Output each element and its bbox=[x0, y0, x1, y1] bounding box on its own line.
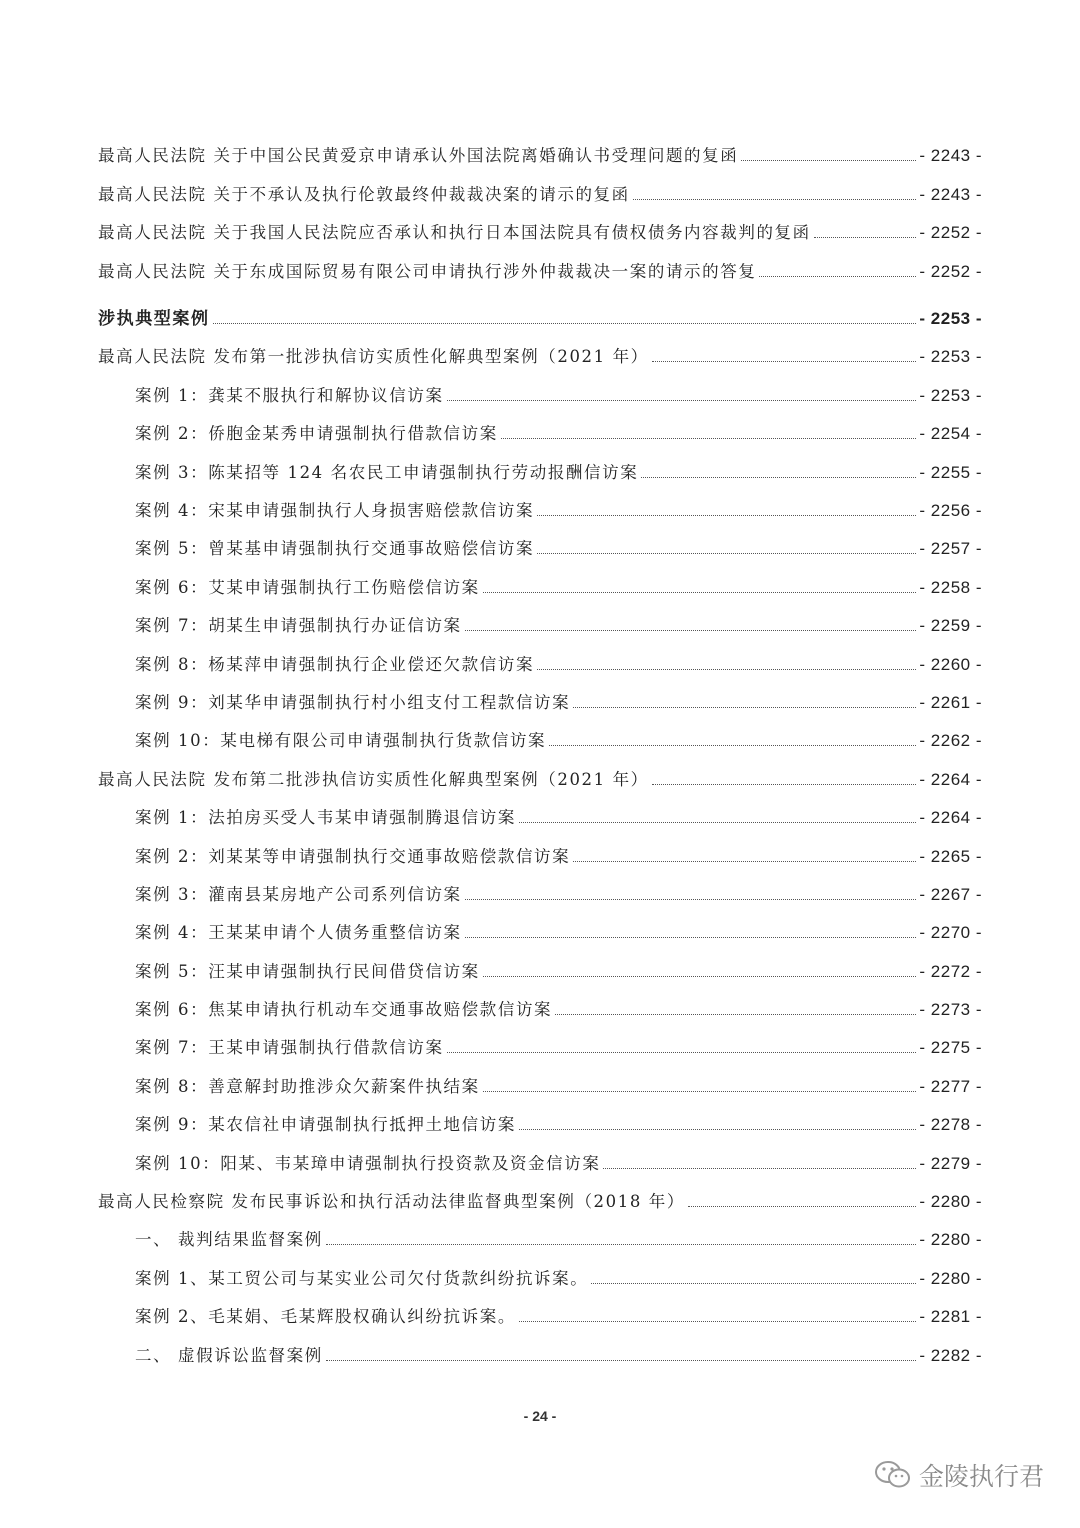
dot-leader bbox=[573, 707, 916, 708]
toc-entry[interactable] bbox=[98, 1291, 982, 1329]
dot-leader bbox=[555, 1014, 916, 1015]
toc-entry-page: - 2280 - bbox=[919, 1192, 982, 1212]
toc-entry-title: 案例 8：善意解封助推涉众欠薪案件执结案 bbox=[135, 1076, 480, 1096]
toc-entry[interactable] bbox=[98, 869, 982, 907]
dot-leader bbox=[633, 199, 917, 200]
toc-entry[interactable] bbox=[98, 830, 982, 868]
toc-entry-page: - 2277 - bbox=[919, 1076, 982, 1096]
toc-entry-page: - 2260 - bbox=[919, 654, 982, 674]
toc-entry-page: - 2262 - bbox=[919, 731, 982, 751]
toc-entry[interactable] bbox=[98, 1137, 982, 1175]
toc-entry[interactable] bbox=[98, 945, 982, 983]
dot-leader bbox=[465, 937, 917, 938]
toc-entry-page: - 2252 - bbox=[919, 261, 982, 281]
toc-entry-page: - 2243 - bbox=[919, 184, 982, 204]
dot-leader bbox=[537, 515, 916, 516]
toc-entry[interactable] bbox=[98, 1099, 982, 1137]
toc-entry-title: 案例 6：焦某申请执行机动车交通事故赔偿款信访案 bbox=[135, 1000, 553, 1020]
toc-entry-page: - 2253 - bbox=[919, 347, 982, 367]
toc-entry-title: 一、 裁判结果监督案例 bbox=[135, 1230, 323, 1250]
toc-entry-title: 案例 7：王某申请强制执行借款信访案 bbox=[135, 1038, 444, 1058]
dot-leader bbox=[759, 276, 916, 277]
toc-entry-title: 案例 3：灌南县某房地产公司系列信访案 bbox=[135, 884, 462, 904]
toc-entry-title: 最高人民法院 关于我国人民法院应否承认和执行日本国法院具有债权债务内容裁判的复函 bbox=[98, 223, 811, 243]
toc-entry[interactable] bbox=[98, 1176, 982, 1214]
toc-entry-title: 涉执典型案例 bbox=[98, 309, 210, 330]
toc-entry[interactable] bbox=[98, 561, 982, 599]
toc-entry-page: - 2272 - bbox=[919, 961, 982, 981]
toc-entry[interactable] bbox=[98, 207, 982, 245]
toc-entry[interactable] bbox=[98, 600, 982, 638]
toc-entry-page: - 2275 - bbox=[919, 1038, 982, 1058]
toc-entry[interactable] bbox=[98, 168, 982, 206]
toc-entry-title: 案例 3：陈某招等 124 名农民工申请强制执行劳动报酬信访案 bbox=[135, 462, 639, 482]
watermark bbox=[873, 1457, 1044, 1493]
toc-entry-title: 最高人民法院 发布第二批涉执信访实质性化解典型案例（2021 年） bbox=[98, 769, 649, 789]
wechat-icon bbox=[873, 1459, 913, 1491]
toc-entry-title: 案例 2：侨胞金某秀申请强制执行借款信访案 bbox=[135, 424, 498, 444]
toc-entry[interactable] bbox=[98, 1329, 982, 1367]
toc-entry-title: 二、 虚假诉讼监督案例 bbox=[135, 1345, 323, 1365]
toc-entry-title: 案例 1：龚某不服执行和解协议信访案 bbox=[135, 385, 444, 405]
dot-leader bbox=[465, 630, 917, 631]
dot-leader bbox=[814, 237, 917, 238]
dot-leader bbox=[688, 1206, 916, 1207]
toc-entry-page: - 2265 - bbox=[919, 846, 982, 866]
toc-entry-title: 案例 4：王某某申请个人债务重整信访案 bbox=[135, 923, 462, 943]
dot-leader bbox=[465, 899, 917, 900]
toc-entry-page: - 2261 - bbox=[919, 692, 982, 712]
toc-entry-title: 案例 9：某农信社申请强制执行抵押土地信访案 bbox=[135, 1115, 516, 1135]
toc-entry[interactable] bbox=[98, 1022, 982, 1060]
toc-entry-page: - 2258 - bbox=[919, 577, 982, 597]
toc-entry-page: - 2282 - bbox=[919, 1345, 982, 1365]
dot-leader bbox=[447, 1052, 917, 1053]
watermark-text: 金陵执行君 bbox=[918, 1462, 1044, 1491]
dot-leader bbox=[483, 592, 917, 593]
toc-entry-title: 案例 1、某工贸公司与某实业公司欠付货款纠纷抗诉案。 bbox=[135, 1268, 589, 1288]
dot-leader bbox=[326, 1244, 917, 1245]
toc-entry[interactable] bbox=[98, 523, 982, 561]
dot-leader bbox=[741, 160, 916, 161]
toc-entry-page: - 2255 - bbox=[919, 462, 982, 482]
toc-entry-page: - 2280 - bbox=[919, 1230, 982, 1250]
toc-entry-title: 案例 5：曾某基申请强制执行交通事故赔偿信访案 bbox=[135, 539, 535, 559]
dot-leader bbox=[213, 323, 917, 324]
toc-entry-title: 案例 10：阳某、韦某璋申请强制执行投资款及资金信访案 bbox=[135, 1153, 601, 1173]
toc-section-heading[interactable] bbox=[98, 284, 982, 332]
dot-leader bbox=[519, 822, 916, 823]
dot-leader bbox=[603, 1168, 916, 1169]
toc-entry-page: - 2273 - bbox=[919, 1000, 982, 1020]
toc-entry[interactable] bbox=[98, 331, 982, 369]
dot-leader bbox=[537, 553, 916, 554]
toc-entry-page: - 2280 - bbox=[919, 1268, 982, 1288]
dot-leader bbox=[483, 1091, 917, 1092]
toc-entry-page: - 2243 - bbox=[919, 146, 982, 166]
toc-entry-page: - 2264 - bbox=[919, 769, 982, 789]
toc-entry[interactable] bbox=[98, 907, 982, 945]
toc-entry-title: 案例 1：法拍房买受人韦某申请强制腾退信访案 bbox=[135, 808, 516, 828]
toc-entry-title: 案例 7：胡某生申请强制执行办证信访案 bbox=[135, 616, 462, 636]
toc-entry-page: - 2254 - bbox=[919, 424, 982, 444]
toc-entry[interactable] bbox=[98, 446, 982, 484]
toc-entry-page: - 2270 - bbox=[919, 923, 982, 943]
dot-leader bbox=[641, 477, 916, 478]
dot-leader bbox=[573, 861, 916, 862]
toc-entry[interactable] bbox=[98, 1060, 982, 1098]
toc-entry-title: 最高人民法院 关于不承认及执行伦敦最终仲裁裁决案的请示的复函 bbox=[98, 184, 630, 204]
toc-entry[interactable] bbox=[98, 408, 982, 446]
toc-entry-page: - 2278 - bbox=[919, 1115, 982, 1135]
toc-entry-page: - 2253 - bbox=[919, 309, 982, 329]
dot-leader bbox=[652, 361, 917, 362]
dot-leader bbox=[483, 976, 917, 977]
toc-entry-page: - 2264 - bbox=[919, 808, 982, 828]
toc-entry[interactable] bbox=[98, 245, 982, 283]
toc-entry[interactable] bbox=[98, 485, 982, 523]
dot-leader bbox=[519, 1129, 916, 1130]
toc-entry-page: - 2252 - bbox=[919, 223, 982, 243]
toc-entry[interactable] bbox=[98, 715, 982, 753]
dot-leader bbox=[652, 784, 917, 785]
toc-entry[interactable] bbox=[98, 638, 982, 676]
dot-leader bbox=[447, 400, 917, 401]
toc-entry-title: 案例 8：杨某萍申请强制执行企业偿还欠款信访案 bbox=[135, 654, 535, 674]
dot-leader bbox=[549, 745, 916, 746]
toc-entry[interactable] bbox=[98, 369, 982, 407]
toc-entry-title: 最高人民法院 发布第一批涉执信访实质性化解典型案例（2021 年） bbox=[98, 347, 649, 367]
toc-entry-page: - 2267 - bbox=[919, 884, 982, 904]
toc-entry[interactable] bbox=[98, 984, 982, 1022]
dot-leader bbox=[591, 1283, 916, 1284]
dot-leader bbox=[326, 1360, 917, 1361]
toc-entry-title: 案例 2：刘某某等申请强制执行交通事故赔偿款信访案 bbox=[135, 846, 571, 866]
toc-entry-page: - 2279 - bbox=[919, 1153, 982, 1173]
toc-entry-page: - 2259 - bbox=[919, 616, 982, 636]
toc-entry[interactable] bbox=[98, 677, 982, 715]
toc-entry-title: 案例 4：宋某申请强制执行人身损害赔偿款信访案 bbox=[135, 501, 535, 521]
toc-entry[interactable] bbox=[98, 792, 982, 830]
toc-entry-title: 最高人民法院 关于中国公民黄爱京申请承认外国法院离婚确认书受理问题的复函 bbox=[98, 146, 739, 166]
dot-leader bbox=[537, 669, 916, 670]
toc-entry-title: 案例 9：刘某华申请强制执行村小组支付工程款信访案 bbox=[135, 692, 571, 712]
toc-entry-title: 案例 5：汪某申请强制执行民间借贷信访案 bbox=[135, 961, 480, 981]
toc-entry-title: 最高人民法院 关于东成国际贸易有限公司申请执行涉外仲裁裁决一案的请示的答复 bbox=[98, 261, 757, 281]
toc-entry[interactable] bbox=[98, 753, 982, 791]
toc-entry-page: - 2281 - bbox=[919, 1307, 982, 1327]
toc-entry-title: 最高人民检察院 发布民事诉讼和执行活动法律监督典型案例（2018 年） bbox=[98, 1192, 685, 1212]
page-number: - 24 - bbox=[523, 1408, 557, 1424]
toc-entry-title: 案例 10：某电梯有限公司申请强制执行货款信访案 bbox=[135, 731, 547, 751]
toc-entry-title: 案例 6：艾某申请强制执行工伤赔偿信访案 bbox=[135, 577, 480, 597]
toc-entry-page: - 2253 - bbox=[919, 385, 982, 405]
toc-entry-page: - 2257 - bbox=[919, 539, 982, 559]
toc-entry-title: 案例 2、毛某娟、毛某辉股权确认纠纷抗诉案。 bbox=[135, 1307, 516, 1327]
toc-entry[interactable] bbox=[98, 1214, 982, 1252]
dot-leader bbox=[519, 1321, 916, 1322]
toc-entry[interactable] bbox=[98, 1252, 982, 1290]
toc-entry[interactable] bbox=[98, 130, 982, 168]
table-of-contents bbox=[98, 130, 982, 1368]
dot-leader bbox=[501, 438, 917, 439]
toc-entry-page: - 2256 - bbox=[919, 501, 982, 521]
